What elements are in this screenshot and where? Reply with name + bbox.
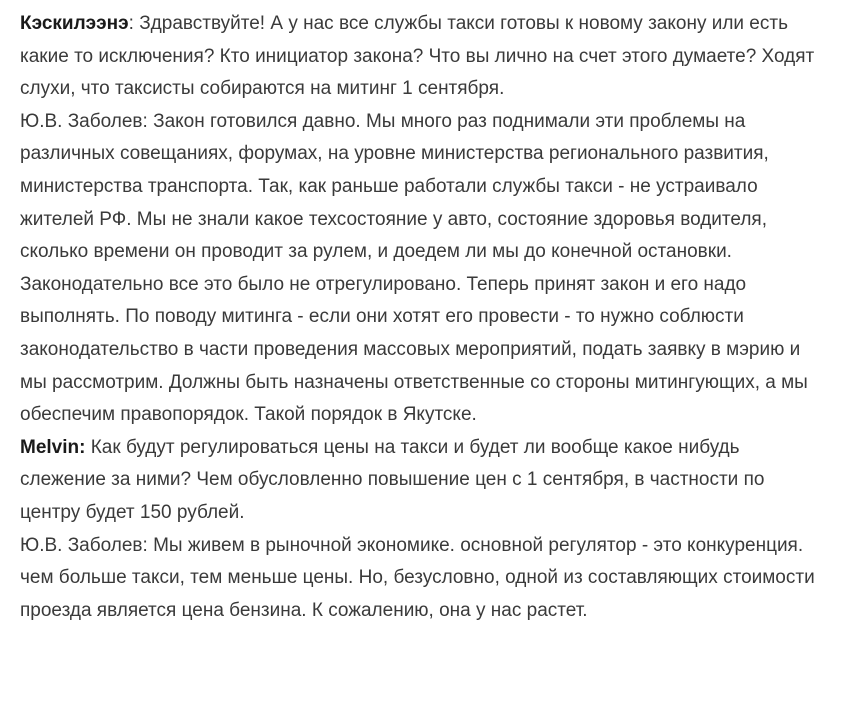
interview-article <box>20 8 820 627</box>
speaker-name: Ю.В. Заболев <box>20 534 143 556</box>
speaker-separator: : <box>142 110 154 132</box>
speaker-name: Ю.В. Заболев <box>20 110 143 132</box>
paragraph-text: Мы живем в рыночной экономике. основной регулятор - это конкуренция. чем больше такси, тем меньше цены. Но, безусловно, одной из составляющих стоимости проезда является цена бензина. К сожалению, она у нас растет. <box>20 534 815 621</box>
speaker-separator: : <box>128 13 140 34</box>
paragraph-text: Здравствуйте! А у нас все службы такси готовы к новому закону или есть какие то исключения? Кто инициатор закона? Что вы лично на счет этого думаете? Ходят слухи, что таксисты собираются на митинг 1 сентября. <box>20 13 815 100</box>
question-paragraph <box>20 432 820 530</box>
answer-paragraph <box>20 106 820 432</box>
question-paragraph <box>20 8 820 106</box>
paragraph-text: Как будут регулироваться цены на такси и будет ли вообще какое нибудь слежение за ними? Чем обусловленно повышение цен с 1 сентября, в частности по центру будет 150 рублей. <box>20 436 765 523</box>
speaker-name: Кэскилээнэ <box>20 13 129 34</box>
speaker-name: Melvin: <box>20 436 86 458</box>
answer-paragraph <box>20 530 820 628</box>
paragraph-text: Закон готовился давно. Мы много раз поднимали эти проблемы на различных совещаниях, форумах, на уровне министерства регионального развития, министерства транспорта. Так, как раньше работали службы такси - не устраивало жителей РФ. Мы не знали какое техсостояние у авто, состояние здоровья водителя, сколько времени он проводит за рулем, и доедем ли мы до конечной остановки. Законодательно все это было не отрегулировано. Теперь принят закон и его надо выполнять. По поводу митинга - если они хотят его провести - то нужно соблюсти законодательство в части проведения массовых мероприятий, подать заявку в мэрию и мы рассмотрим. Должны быть назначены ответственные со стороны митингующих, а мы обеспечим правопорядок. Такой порядок в Якутске. <box>20 110 808 426</box>
speaker-separator: : <box>142 534 154 556</box>
